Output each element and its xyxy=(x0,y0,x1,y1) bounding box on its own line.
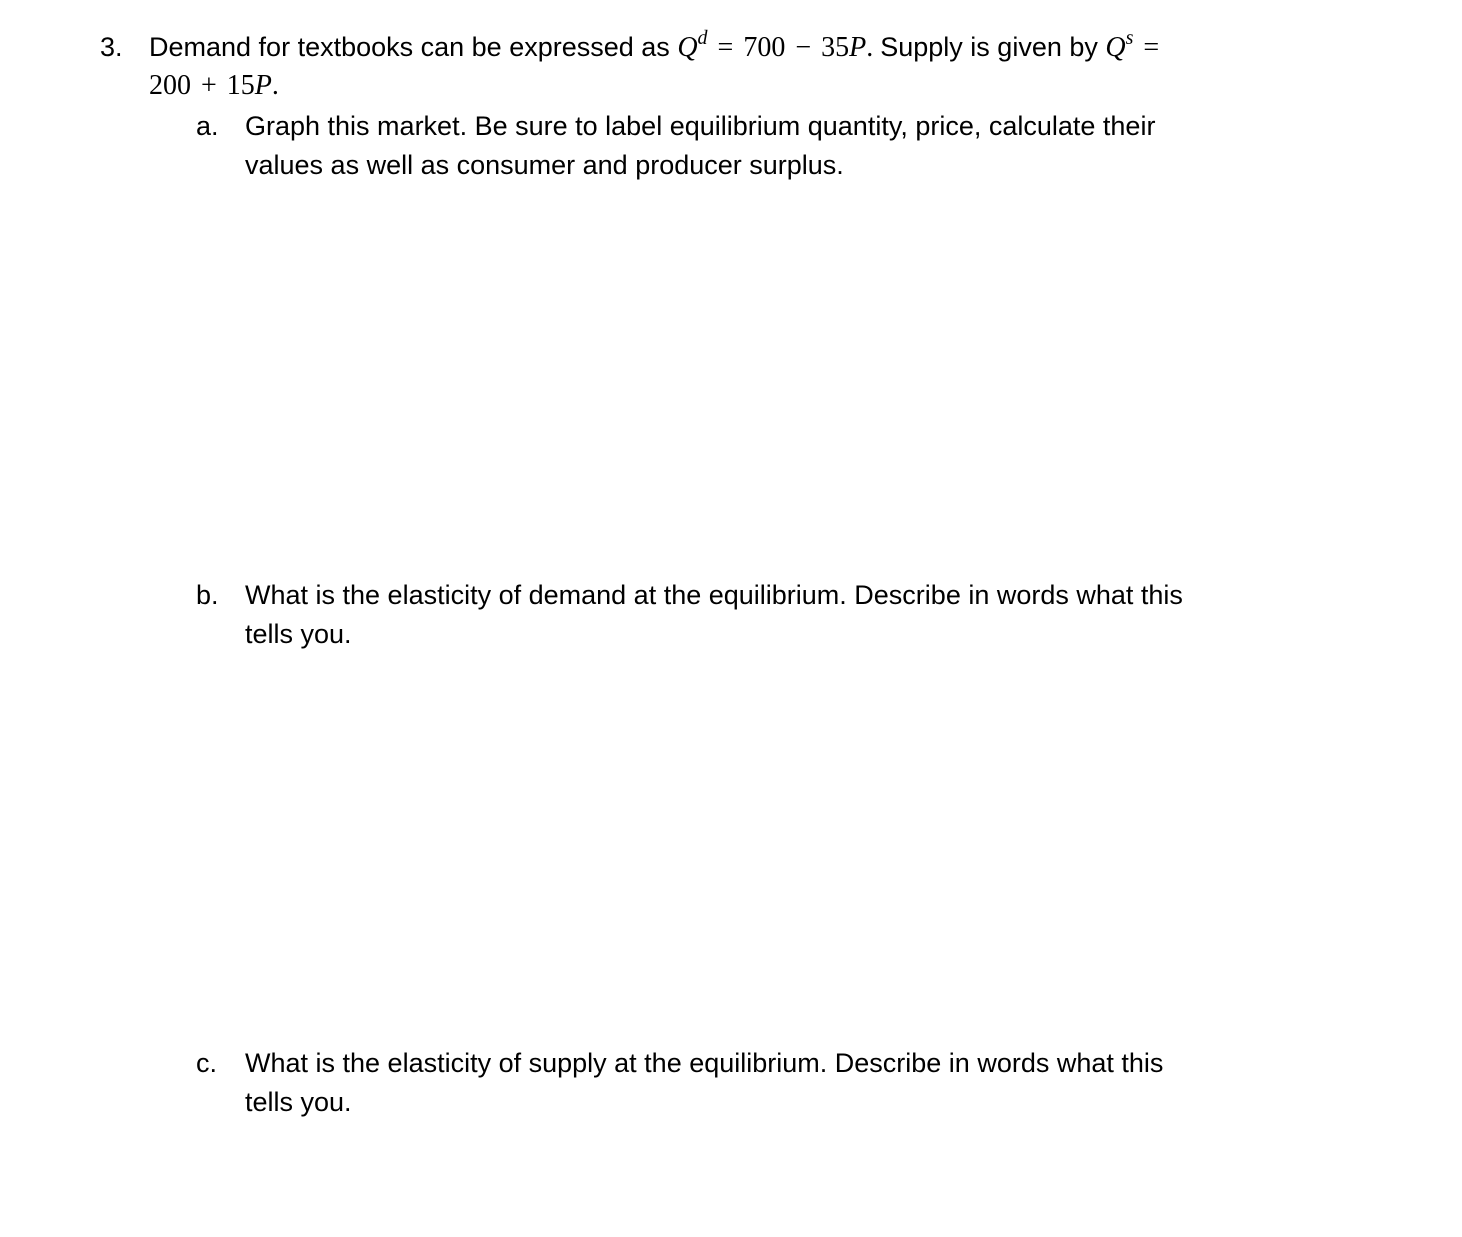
demand-superscript: d xyxy=(697,27,708,49)
supply-constant: 200 xyxy=(149,70,191,101)
supply-intro: Supply is given by xyxy=(880,32,1098,62)
supply-superscript: s xyxy=(1125,27,1134,49)
demand-minus: − xyxy=(795,32,812,63)
part-c-label: c. xyxy=(196,1048,218,1078)
part-b-label: b. xyxy=(196,580,219,610)
part-c-line-1: What is the elasticity of supply at the equilibrium. Describe in words what this xyxy=(245,1048,1164,1078)
part-c-line-2: tells you. xyxy=(245,1087,352,1117)
part-a-line-1: Graph this market. Be sure to label equilibrium quantity, price, calculate their xyxy=(245,111,1156,141)
part-b-line-2: tells you. xyxy=(245,619,352,649)
supply-equals: = xyxy=(1143,32,1160,63)
supply-price-symbol: P xyxy=(254,70,272,101)
demand-equation xyxy=(677,27,880,63)
supply-slope: 15 xyxy=(226,70,255,101)
supply-equation-start xyxy=(1105,27,1169,63)
supply-plus: + xyxy=(201,70,217,101)
demand-period: . xyxy=(866,32,874,63)
question-line-1 xyxy=(149,28,1169,70)
part-a-line-2: values as well as consumer and producer surplus. xyxy=(245,150,844,180)
demand-slope: 35 xyxy=(821,32,850,63)
supply-period: . xyxy=(271,70,279,101)
demand-constant: 700 xyxy=(743,32,786,63)
demand-price-symbol: P xyxy=(849,32,867,63)
question-line-2 xyxy=(149,66,279,105)
part-a-label: a. xyxy=(196,111,219,141)
question-intro: Demand for textbooks can be expressed as xyxy=(149,32,670,62)
demand-equals: = xyxy=(717,32,734,63)
demand-quantity-symbol: Q xyxy=(677,32,698,63)
supply-quantity-symbol: Q xyxy=(1105,32,1126,63)
question-number: 3. xyxy=(100,32,123,62)
part-b-line-1: What is the elasticity of demand at the equilibrium. Describe in words what this xyxy=(245,580,1183,610)
